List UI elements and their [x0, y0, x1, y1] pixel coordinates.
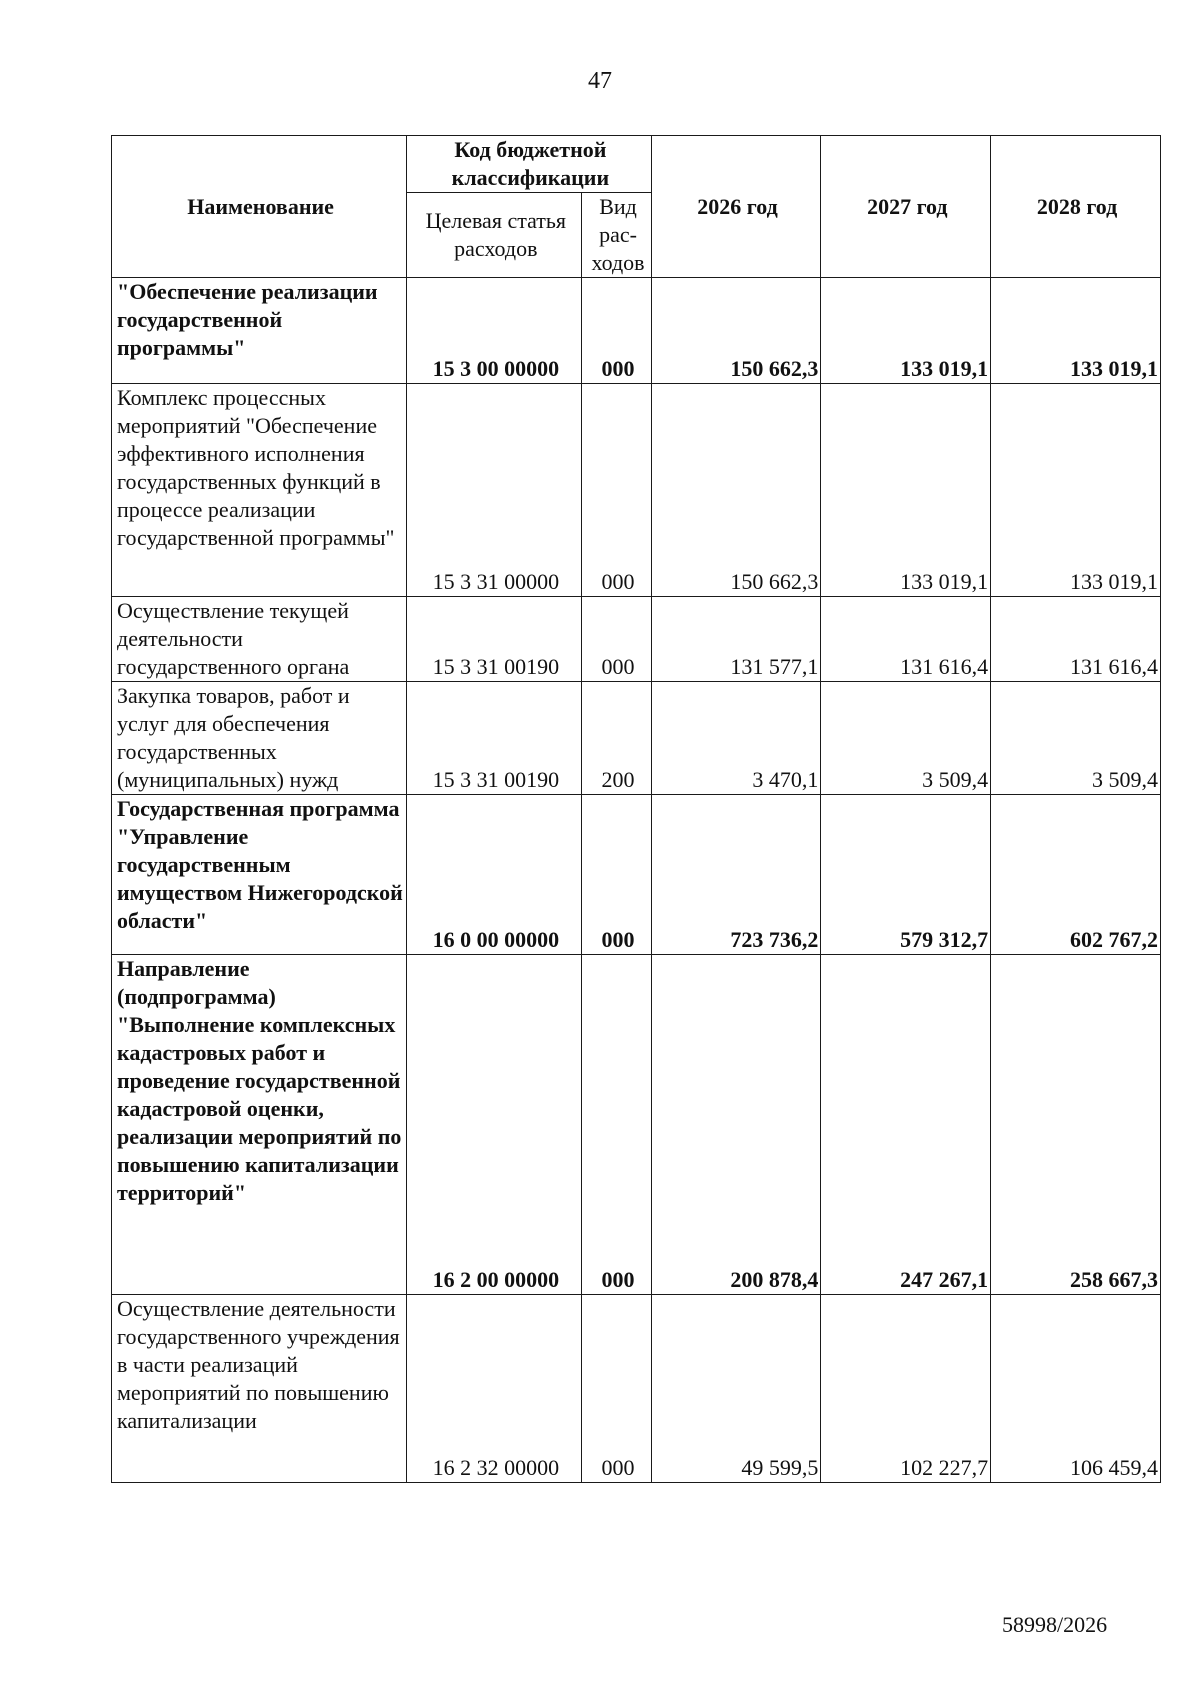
row-value-2028: 133 019,1 — [991, 384, 1161, 597]
row-value-2027: 247 267,1 — [821, 955, 991, 1295]
row-expense-type: 000 — [582, 955, 651, 1295]
row-name: Осуществление деятельности государственного учреждения в части реализаций мероприятий по повышению капитализации — [112, 1295, 407, 1483]
row-expense-type: 000 — [582, 597, 651, 682]
header-name: Наименование — [112, 136, 407, 278]
row-target-article: 15 3 00 00000 — [407, 278, 582, 384]
table-row — [112, 597, 1161, 682]
table-row — [112, 278, 1161, 384]
table-body — [112, 278, 1161, 1483]
row-target-article: 16 2 32 00000 — [407, 1295, 582, 1483]
header-year-2026: 2026 год — [651, 136, 821, 278]
row-name: Направление (подпрограмма) "Выполнение комплексных кадастровых работ и проведение государственной кадастровой оценки, реализации мероприятий по повышению капитализации территорий" — [112, 955, 407, 1295]
row-target-article: 15 3 31 00000 — [407, 384, 582, 597]
row-value-2028: 602 767,2 — [991, 795, 1161, 955]
page-number: 47 — [588, 68, 612, 94]
row-value-2026: 131 577,1 — [651, 597, 821, 682]
row-expense-type: 000 — [582, 795, 651, 955]
row-value-2027: 579 312,7 — [821, 795, 991, 955]
row-name: "Обеспечение реализации государственной программы" — [112, 278, 407, 384]
row-value-2028: 106 459,4 — [991, 1295, 1161, 1483]
row-value-2026: 49 599,5 — [651, 1295, 821, 1483]
row-name: Государственная программа "Управление государственным имуществом Нижегородской области" — [112, 795, 407, 955]
row-value-2027: 133 019,1 — [821, 278, 991, 384]
row-name: Закупка товаров, работ и услуг для обеспечения государственных (муниципальных) нужд — [112, 682, 407, 795]
header-target-article: Целевая статья расходов — [407, 193, 582, 278]
row-value-2028: 3 509,4 — [991, 682, 1161, 795]
row-value-2028: 131 616,4 — [991, 597, 1161, 682]
row-value-2027: 133 019,1 — [821, 384, 991, 597]
row-expense-type: 000 — [582, 278, 651, 384]
row-value-2027: 131 616,4 — [821, 597, 991, 682]
header-year-2027: 2027 год — [821, 136, 991, 278]
row-target-article: 16 0 00 00000 — [407, 795, 582, 955]
row-value-2027: 3 509,4 — [821, 682, 991, 795]
document-id: 58998/2026 — [1002, 1612, 1108, 1637]
row-value-2026: 150 662,3 — [651, 278, 821, 384]
budget-table — [111, 135, 1161, 1483]
header-year-2028: 2028 год — [991, 136, 1161, 278]
row-value-2026: 723 736,2 — [651, 795, 821, 955]
row-expense-type: 000 — [582, 1295, 651, 1483]
table-row — [112, 682, 1161, 795]
header-expense-type: Вид рас-ходов — [582, 193, 651, 278]
table-row — [112, 955, 1161, 1295]
table-row — [112, 384, 1161, 597]
row-name: Осуществление текущей деятельности государственного органа — [112, 597, 407, 682]
row-target-article: 15 3 31 00190 — [407, 682, 582, 795]
table-row — [112, 795, 1161, 955]
row-value-2026: 3 470,1 — [651, 682, 821, 795]
row-value-2026: 150 662,3 — [651, 384, 821, 597]
row-value-2027: 102 227,7 — [821, 1295, 991, 1483]
table-header-row — [112, 136, 1161, 193]
row-value-2028: 133 019,1 — [991, 278, 1161, 384]
row-value-2026: 200 878,4 — [651, 955, 821, 1295]
row-name: Комплекс процессных мероприятий "Обеспечение эффективного исполнения государственных функций в процессе реализации государственной программы" — [112, 384, 407, 597]
header-budget-code: Код бюджетной классификации — [407, 136, 651, 193]
row-value-2028: 258 667,3 — [991, 955, 1161, 1295]
row-target-article: 15 3 31 00190 — [407, 597, 582, 682]
table-row — [112, 1295, 1161, 1483]
row-expense-type: 000 — [582, 384, 651, 597]
row-expense-type: 200 — [582, 682, 651, 795]
row-target-article: 16 2 00 00000 — [407, 955, 582, 1295]
